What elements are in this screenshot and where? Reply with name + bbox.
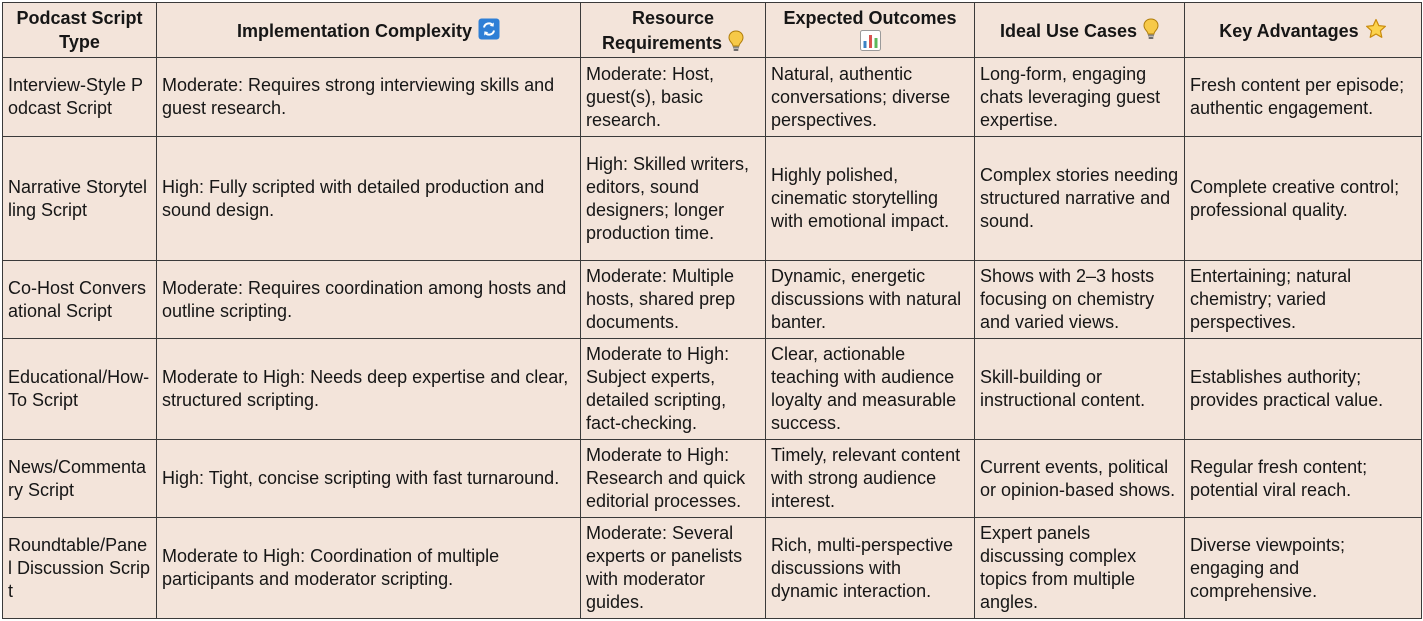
script-type-cell: News/Commentary Script xyxy=(3,440,157,518)
use-cases-cell: Current events, political or opinion-based shows. xyxy=(975,440,1185,518)
use-cases-cell: Expert panels discussing complex topics from multiple angles. xyxy=(975,518,1185,619)
table-row xyxy=(3,261,1422,339)
resources-cell: Moderate: Host, guest(s), basic research. xyxy=(581,58,766,137)
script-type-cell: Educational/How-To Script xyxy=(3,339,157,440)
star-icon xyxy=(1365,18,1387,40)
column-header-type: Podcast Script Type xyxy=(3,3,157,58)
refresh-arrows-icon xyxy=(478,18,500,40)
complexity-cell: Moderate to High: Coordination of multiple participants and moderator scripting. xyxy=(157,518,581,619)
lightbulb-icon xyxy=(728,30,744,52)
complexity-cell: Moderate: Requires strong interviewing skills and guest research. xyxy=(157,58,581,137)
column-header-advantages: Key Advantages xyxy=(1185,3,1422,58)
outcomes-cell: Dynamic, energetic discussions with natural banter. xyxy=(766,261,975,339)
outcomes-cell: Rich, multi-perspective discussions with dynamic interaction. xyxy=(766,518,975,619)
table-row xyxy=(3,440,1422,518)
use-cases-cell: Long-form, engaging chats leveraging guest expertise. xyxy=(975,58,1185,137)
complexity-cell: Moderate to High: Needs deep expertise and clear, structured scripting. xyxy=(157,339,581,440)
complexity-cell: High: Fully scripted with detailed production and sound design. xyxy=(157,137,581,261)
script-type-cell: Co-Host Conversational Script xyxy=(3,261,157,339)
advantages-cell: Complete creative control; professional quality. xyxy=(1185,137,1422,261)
table-row xyxy=(3,137,1422,261)
resources-cell: Moderate to High: Research and quick editorial processes. xyxy=(581,440,766,518)
script-type-cell: Interview-Style Podcast Script xyxy=(3,58,157,137)
column-header-outcomes: Expected Outcomes xyxy=(766,3,975,58)
column-header-complexity: Implementation Complexity xyxy=(157,3,581,58)
complexity-cell: High: Tight, concise scripting with fast turnaround. xyxy=(157,440,581,518)
advantages-cell: Regular fresh content; potential viral reach. xyxy=(1185,440,1422,518)
outcomes-cell: Natural, authentic conversations; diverse perspectives. xyxy=(766,58,975,137)
resources-cell: Moderate to High: Subject experts, detailed scripting, fact-checking. xyxy=(581,339,766,440)
outcomes-cell: Highly polished, cinematic storytelling with emotional impact. xyxy=(766,137,975,261)
column-header-use-cases: Ideal Use Cases xyxy=(975,3,1185,58)
use-cases-cell: Complex stories needing structured narrative and sound. xyxy=(975,137,1185,261)
bar-chart-icon xyxy=(860,30,881,51)
table-row xyxy=(3,339,1422,440)
header-row xyxy=(3,3,1422,58)
advantages-cell: Diverse viewpoints; engaging and comprehensive. xyxy=(1185,518,1422,619)
complexity-cell: Moderate: Requires coordination among hosts and outline scripting. xyxy=(157,261,581,339)
script-type-cell: Roundtable/Panel Discussion Script xyxy=(3,518,157,619)
table-row xyxy=(3,518,1422,619)
script-type-cell: Narrative Storytelling Script xyxy=(3,137,157,261)
use-cases-cell: Skill-building or instructional content. xyxy=(975,339,1185,440)
advantages-cell: Establishes authority; provides practical value. xyxy=(1185,339,1422,440)
lightbulb-icon xyxy=(1143,18,1159,40)
advantages-cell: Fresh content per episode; authentic engagement. xyxy=(1185,58,1422,137)
resources-cell: Moderate: Several experts or panelists with moderator guides. xyxy=(581,518,766,619)
comparison-table xyxy=(2,2,1422,619)
outcomes-cell: Timely, relevant content with strong audience interest. xyxy=(766,440,975,518)
outcomes-cell: Clear, actionable teaching with audience loyalty and measurable success. xyxy=(766,339,975,440)
table-row xyxy=(3,58,1422,137)
resources-cell: Moderate: Multiple hosts, shared prep documents. xyxy=(581,261,766,339)
resources-cell: High: Skilled writers, editors, sound designers; longer production time. xyxy=(581,137,766,261)
use-cases-cell: Shows with 2–3 hosts focusing on chemistry and varied views. xyxy=(975,261,1185,339)
advantages-cell: Entertaining; natural chemistry; varied perspectives. xyxy=(1185,261,1422,339)
column-header-resources: Resource Requirements xyxy=(581,3,766,58)
